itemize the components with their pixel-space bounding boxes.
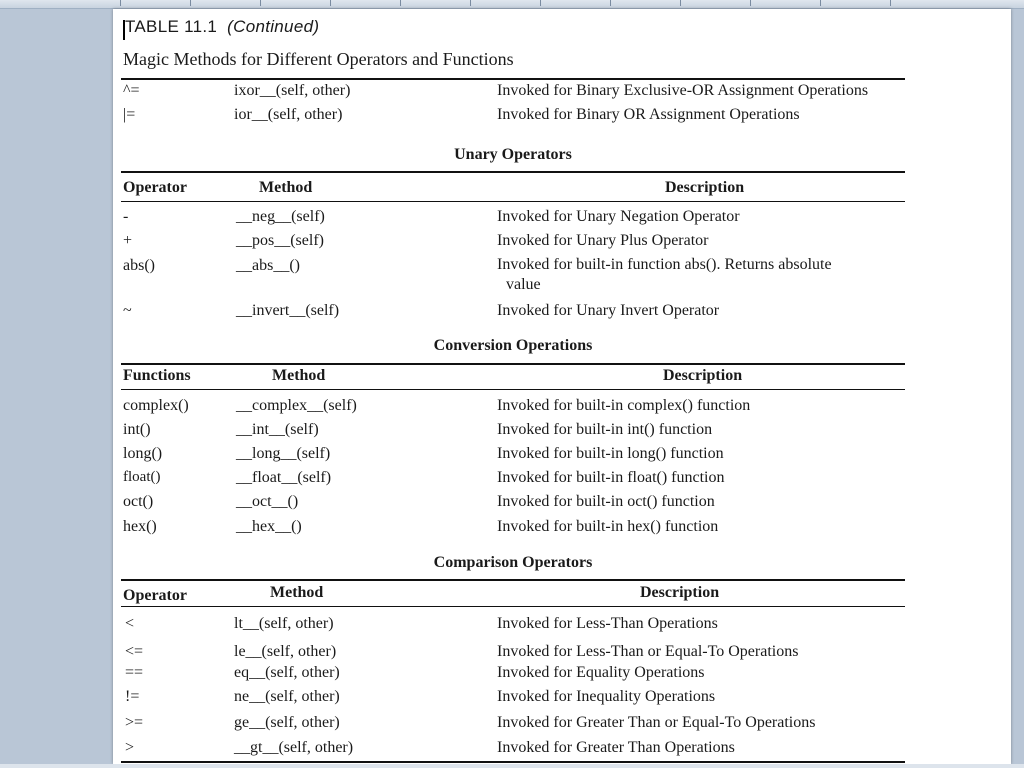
table-continued: (Continued) bbox=[227, 17, 320, 36]
method-cell: ior__(self, other) bbox=[234, 106, 343, 123]
description-cell: Invoked for Unary Plus Operator bbox=[497, 232, 709, 249]
ruler-tick bbox=[330, 0, 331, 6]
table-rule bbox=[121, 389, 905, 390]
table-rule bbox=[121, 579, 905, 581]
method-cell: __long__(self) bbox=[236, 445, 331, 462]
method-cell: le__(self, other) bbox=[234, 643, 337, 660]
function-cell: complex() bbox=[123, 397, 189, 414]
column-header-method: Method bbox=[272, 367, 326, 384]
description-cell: Invoked for built-in complex() function bbox=[497, 397, 751, 414]
ruler-tick bbox=[470, 0, 471, 6]
column-header-method: Method bbox=[259, 179, 313, 196]
method-cell: __int__(self) bbox=[236, 421, 319, 438]
column-header-description: Description bbox=[665, 179, 745, 196]
operator-cell: abs() bbox=[123, 257, 155, 274]
description-cell: Invoked for built-in hex() function bbox=[497, 518, 719, 535]
description-cell: Invoked for Binary OR Assignment Operations bbox=[497, 106, 800, 123]
operator-cell: > bbox=[125, 739, 135, 756]
method-cell: lt__(self, other) bbox=[234, 615, 334, 632]
description-cell: Invoked for Unary Negation Operator bbox=[497, 208, 740, 225]
operator-cell: <= bbox=[125, 643, 144, 660]
function-cell: long() bbox=[123, 445, 163, 462]
ruler-tick bbox=[820, 0, 821, 6]
method-cell: __float__(self) bbox=[236, 469, 332, 486]
column-header-operator: Operator bbox=[123, 587, 187, 604]
status-bar bbox=[0, 764, 1024, 768]
function-cell: int() bbox=[123, 421, 151, 438]
description-cell: Invoked for Unary Invert Operator bbox=[497, 302, 720, 319]
operator-cell: != bbox=[125, 688, 140, 705]
operator-cell: |= bbox=[123, 106, 136, 123]
operator-cell: >= bbox=[125, 714, 144, 731]
description-cell: Invoked for Greater Than Operations bbox=[497, 739, 735, 756]
description-cell: Invoked for built-in float() function bbox=[497, 469, 725, 486]
method-cell: __pos__(self) bbox=[236, 232, 324, 249]
ruler-tick bbox=[750, 0, 751, 6]
method-cell: __complex__(self) bbox=[236, 397, 357, 414]
operator-cell: ~ bbox=[123, 302, 132, 319]
method-cell: ge__(self, other) bbox=[234, 714, 340, 731]
ruler-tick bbox=[400, 0, 401, 6]
column-header-functions: Functions bbox=[123, 367, 191, 384]
table-rule bbox=[121, 201, 905, 202]
section-title-unary: Unary Operators bbox=[454, 146, 572, 163]
method-cell: __abs__() bbox=[236, 257, 300, 274]
table-label: TABLE 11.1 bbox=[125, 17, 218, 36]
description-cell: Invoked for Less-Than or Equal-To Operations bbox=[497, 643, 799, 660]
ruler-tick bbox=[680, 0, 681, 6]
method-cell: __oct__() bbox=[236, 493, 299, 510]
table-caption bbox=[125, 17, 319, 37]
method-cell: ixor__(self, other) bbox=[234, 82, 351, 99]
operator-cell: + bbox=[123, 232, 133, 249]
operator-cell: == bbox=[125, 664, 144, 681]
function-cell: oct() bbox=[123, 493, 154, 510]
table-rule bbox=[121, 761, 905, 763]
method-cell: __invert__(self) bbox=[236, 302, 340, 319]
description-cell: Invoked for Equality Operations bbox=[497, 664, 705, 681]
operator-cell: ^= bbox=[123, 82, 140, 99]
column-header-description: Description bbox=[663, 367, 743, 384]
description-cell: Invoked for Less-Than Operations bbox=[497, 615, 718, 632]
ruler-tick bbox=[540, 0, 541, 6]
table-rule bbox=[121, 78, 905, 80]
ruler-tick bbox=[890, 0, 891, 6]
table-title: Magic Methods for Different Operators and Functions bbox=[123, 49, 514, 69]
table-rule bbox=[121, 606, 905, 607]
method-cell: __hex__() bbox=[236, 518, 302, 535]
method-cell: ne__(self, other) bbox=[234, 688, 340, 705]
description-cell: Invoked for built-in function abs(). Returns absolute bbox=[497, 256, 832, 273]
description-cell: Invoked for built-in oct() function bbox=[497, 493, 715, 510]
operator-cell: - bbox=[123, 208, 129, 225]
ruler bbox=[0, 0, 1024, 9]
column-header-description: Description bbox=[640, 584, 720, 601]
ruler-tick bbox=[120, 0, 121, 6]
description-cell: Invoked for Binary Exclusive-OR Assignment Operations bbox=[497, 82, 869, 99]
table-rule bbox=[121, 171, 905, 173]
description-cell: Invoked for Greater Than or Equal-To Operations bbox=[497, 714, 816, 731]
method-cell: __gt__(self, other) bbox=[234, 739, 354, 756]
method-cell: __neg__(self) bbox=[236, 208, 325, 225]
section-title-comparison: Comparison Operators bbox=[433, 554, 593, 571]
ruler-tick bbox=[610, 0, 611, 6]
description-cell: Invoked for built-in long() function bbox=[497, 445, 724, 462]
method-cell: eq__(self, other) bbox=[234, 664, 340, 681]
function-cell: float() bbox=[123, 469, 161, 485]
function-cell: hex() bbox=[123, 518, 157, 535]
column-header-operator: Operator bbox=[123, 179, 187, 196]
operator-cell: < bbox=[125, 615, 135, 632]
description-cell-continuation: value bbox=[506, 276, 541, 293]
column-header-method: Method bbox=[270, 584, 324, 601]
ruler-tick bbox=[260, 0, 261, 6]
section-title-conversion: Conversion Operations bbox=[433, 337, 593, 354]
table-rule bbox=[121, 363, 905, 365]
description-cell: Invoked for Inequality Operations bbox=[497, 688, 716, 705]
description-cell: Invoked for built-in int() function bbox=[497, 421, 713, 438]
ruler-tick bbox=[190, 0, 191, 6]
